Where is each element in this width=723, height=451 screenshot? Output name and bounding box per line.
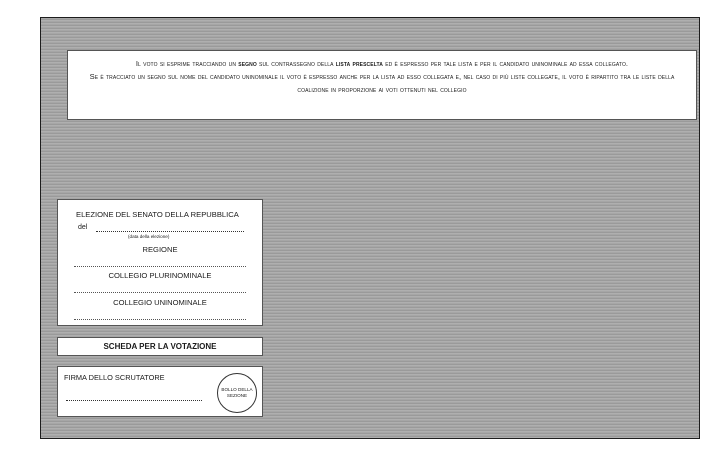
regione-label: REGIONE: [142, 245, 178, 254]
collegio-plurinominale-label: COLLEGIO PLURINOMINALE: [108, 271, 212, 280]
instructions-emphasis-lista: lista prescelta: [335, 59, 383, 68]
collegio-plurinominale-line: [74, 292, 246, 293]
instructions-paragraph-1: [78, 57, 686, 70]
regione-line: [74, 266, 246, 267]
instructions-text: sul contrassegno della: [256, 59, 336, 68]
date-line: [96, 231, 244, 232]
instructions-emphasis-segno: segno: [238, 59, 257, 68]
voting-instructions: [67, 50, 697, 120]
collegio-uninominale-label: COLLEGIO UNINOMINALE: [113, 298, 207, 307]
election-info-box: [57, 199, 263, 326]
date-label: del: [78, 224, 88, 231]
election-title: ELEZIONE DEL SENATO DELLA REPUBBLICA: [76, 210, 239, 219]
section-stamp: BOLLO DELLA SEZIONE: [217, 373, 257, 413]
instructions-paragraph-2: Se è tracciato un segno sul nome del candidato uninominale il voto è espresso anche per la lista ad esso collegata e, nel caso di più liste collegate, il voto è ripartito tra le liste della coalizione in proporzione ai voti ottenuti nel collegio: [89, 72, 675, 94]
signature-label: FIRMA DELLO SCRUTATORE: [64, 373, 165, 382]
signature-box: [57, 366, 263, 417]
instructions-text: Il voto si esprime tracciando un: [135, 59, 239, 68]
signature-line: [66, 400, 202, 401]
collegio-uninominale-line: [74, 319, 246, 320]
scheda-label: SCHEDA PER LA VOTAZIONE: [57, 337, 263, 356]
date-hint: (data della elezione): [128, 234, 170, 239]
instructions-text: ed è espresso per tale lista e per il candidato uninominale ad essa collegato.: [382, 59, 629, 68]
